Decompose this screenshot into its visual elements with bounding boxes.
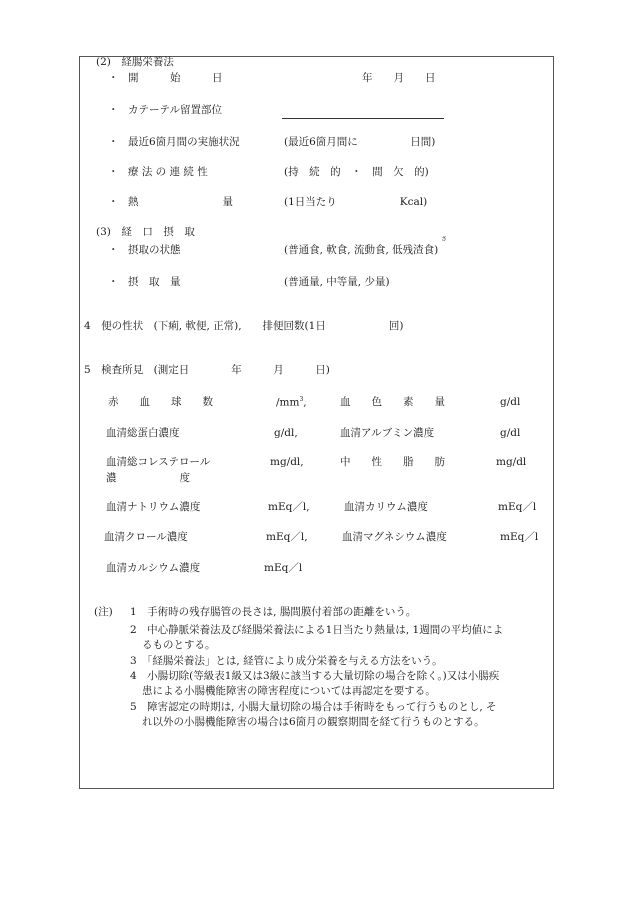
hemoglobin-label: 血 色 素 量 — [340, 396, 445, 408]
intake-state-value: (普通食, 軟食, 流動食, 低残渣食) — [284, 244, 439, 256]
oral-heading: (3) 経 口 摂 取 — [96, 226, 195, 238]
continuity-label: 療 法 の 連 続 性 — [128, 166, 208, 178]
note-5: 5 障害認定の時期は, 小腸大量切除の場合は手術時をもって行うものとし, そ — [130, 701, 497, 713]
start-date-value: 年 月 日 — [362, 72, 436, 84]
intake-amount-label: 摂 取 量 — [128, 276, 181, 288]
bullet: ・ — [108, 166, 119, 178]
chloride-unit: mEq／l, — [266, 531, 308, 543]
continuity-value: (持 続 的 ・ 間 欠 的) — [284, 166, 429, 178]
rbc-unit: $/mm^3$, — [276, 396, 307, 409]
notes-prefix: (注) — [94, 606, 113, 618]
rbc-label: 赤 血 球 数 — [108, 396, 213, 408]
bullet: ・ — [108, 276, 119, 288]
cholesterol-unit: mg/dl, — [270, 456, 304, 468]
bullet: ・ — [108, 244, 119, 256]
calcium-label: 血清カルシウム濃度 — [106, 562, 201, 574]
hemoglobin-unit: g/dl — [500, 396, 521, 408]
magnesium-unit: mEq／l — [500, 531, 539, 543]
catheter-site-label: カテーテル留置部位 — [128, 104, 222, 116]
sodium-unit: mEq／l, — [268, 501, 310, 513]
albumin-label: 血清アルブミン濃度 — [340, 427, 435, 439]
potassium-label: 血清カリウム濃度 — [344, 501, 428, 513]
note-2-cont: るものとする。 — [142, 639, 216, 651]
bullet: ・ — [108, 136, 119, 148]
exam-heading: 5 検査所見 (測定日 年 月 日) — [84, 364, 330, 376]
note-1: 1 手術時の残存腸管の長さは, 腸間膜付着部の距離をいう。 — [130, 606, 417, 618]
triglyceride-label: 中 性 脂 肪 — [340, 456, 445, 468]
potassium-unit: mEq／l — [498, 501, 537, 513]
bullet: ・ — [108, 104, 119, 116]
total-protein-label: 血清総蛋白濃度 — [106, 427, 180, 439]
note-2: 2 中心静脈栄養法及び経腸栄養法による1日当たり熱量は, 1週間の平均値によ — [130, 624, 504, 636]
recent-implementation-label: 最近6箇月間の実施状況 — [128, 136, 240, 148]
bullet: ・ — [108, 72, 119, 84]
magnesium-label: 血清マグネシウム濃度 — [342, 531, 447, 543]
start-date-label: 開 始 日 — [128, 72, 223, 84]
recent-implementation-value: (最近6箇月間に 日間) — [284, 136, 436, 148]
triglyceride-unit: mg/dl — [496, 456, 527, 468]
note-4-cont: 患による小腸機能障害の障害程度については再認定を要する。 — [142, 685, 436, 697]
total-protein-unit: g/dl, — [274, 427, 298, 439]
chloride-label: 血清クロール濃度 — [104, 531, 188, 543]
ruby-sa: さ — [441, 236, 448, 243]
calorie-value: (1日当たり Kcal) — [284, 196, 428, 208]
bullet: ・ — [108, 196, 119, 208]
cholesterol-label-cont: 濃 度 — [106, 472, 190, 484]
sodium-label: 血清ナトリウム濃度 — [106, 501, 201, 513]
calorie-label: 熱 量 — [128, 196, 233, 208]
catheter-site-blank — [282, 118, 444, 119]
cholesterol-label: 血清総コレステロール — [106, 456, 211, 468]
calcium-unit: mEq／l — [264, 562, 303, 574]
note-3: 3 「経腸栄養法」とは, 経管により成分栄養を与える方法をいう。 — [130, 655, 443, 667]
stool-line: 4 便の性状 (下痢, 軟便, 正常), 排便回数(1日 回) — [84, 320, 404, 332]
intake-amount-value: (普通量, 中等量, 少量) — [284, 276, 390, 288]
intake-state-label: 摂取の状態 — [128, 244, 181, 256]
enteral-heading: (2) 経腸栄養法 — [96, 56, 174, 68]
note-4: 4 小腸切除(等級表1級又は3級に該当する大量切除の場合を除く。)又は小腸疾 — [130, 670, 500, 682]
albumin-unit: g/dl — [500, 427, 521, 439]
note-5-cont: れ以外の小腸機能障害の場合は6箇月の観察期間を経て行うものとする。 — [142, 716, 485, 728]
